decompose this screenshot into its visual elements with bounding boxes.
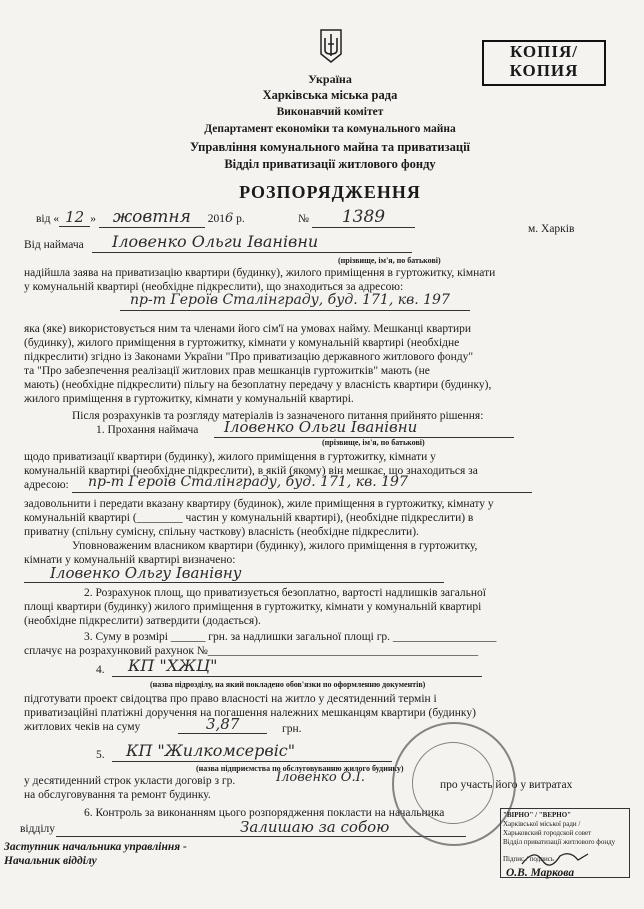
header-council: Харківська міська рада	[262, 88, 398, 102]
date-month: жовтня	[99, 207, 205, 228]
item6-handwritten: Залишаю за собою	[240, 818, 390, 836]
tenant-name: Іловенко Ольги Іванівни	[112, 232, 319, 251]
city: м. Харків	[528, 223, 575, 235]
header-directorate: Управління комунального майна та приватизації	[189, 140, 471, 154]
footer-role-1: Заступник начальника управління -	[4, 841, 187, 853]
owner-handwritten: Іловенко Ольгу Іванівну	[50, 564, 242, 582]
address-handwritten: пр-т Героїв Сталінграду, буд. 171, кв. 197	[130, 292, 450, 308]
verified-box-stamp: "ВІРНО" / "ВЕРНО" Харківської міської ради / Харьковский городской совет Відділ приватизації житлового фонду Підпис / подпись	[500, 808, 630, 878]
header-committee: Виконавчий комітет	[276, 106, 384, 118]
tenant-caption: (прізвище, ім'я, по батькові)	[338, 256, 441, 265]
trident-emblem-icon	[318, 28, 344, 64]
date-line: від « 12 » жовтня 2016 р.	[36, 207, 245, 227]
footer-role-2: Начальник відділу	[4, 855, 97, 867]
round-seal-icon	[392, 722, 516, 846]
item1-name: Іловенко Ольги Іванівни	[224, 418, 418, 436]
document-title: РОЗПОРЯДЖЕННЯ	[239, 182, 421, 202]
item5-handwritten: КП "Жилкомсервіс"	[126, 741, 296, 760]
document-page: КОПІЯ/ КОПИЯ Україна Харківська міська рада Виконавчий комітет Департамент економіки та комунального майна Управління комунального майна та приватизації Відділ приватизації житлового фонду РОЗПОРЯДЖЕННЯ від « 12 » жовтня 2016 р. № 1389 м. Харків Від наймача Іловенко Ольги Іванівни (прізвище, ім'я, по батькові) надійшла заява на приватизацію квартири (будинку), жилого приміщення в гуртожитку, кімнати у комунальній квартирі (необхідне підкреслити), що знаходиться за адресою: пр-т Героїв Сталінграду, буд. 171, кв. 197 яка (яке) використовується ним та членами його сім'ї на умовах найму. Мешканці квартири (будинку), жилого приміщення в гуртожитку, кімнати у комунальній квартирі (необхідне підкреслити) згідно із Законами України "Про приватизацію державного житлового фонду" та "Про забезпечення реалізації житлових прав мешканців гуртожитків" мають (не мають) (необхідне підкреслити) пільгу на безоплатну передачу у власність квартири (будинку), жилого приміщення в гуртожитку, кімнати у комунальній квартирі. Після розрахунків та розгляду матеріалів із зазначеного питання прийнято рішення: 1. Прохання наймача Іловенко Ольги Іванівни (прізвище, ім'я, по батькові) щодо приватизації квартири (будинку), жилого приміщення в гуртожитку, кімнати у комунальній квартирі (необхідне підкреслити), в якій (якому) він мешкає, що знаходиться за адресою: пр-т Героїв Сталінграду, буд. 171, кв. 197 задовольнити і передати вказану квартиру (будинок), жиле приміщення в гуртожитку, кімнату у комунальній квартирі (________ частин у комунальній квартирі), (необхідне підкреслити) в приватну (спільну сумісну, спільну часткову) власність (необхідне підкреслити). Уповноваженим власником квартири (будинку), жилого приміщення в гуртожитку, кімнати у комунальній квартирі визначено: Іловенко Ольгу Іванівну 2. Розрахунок площ, що приватизується безоплатно, вартості надлишків загальної площі квартири (будинку) жилого приміщення в гуртожитку, кімнати у комунальній квартирі (необхідне підкреслити) затвердити (додається). 3. Суму в розмірі ______ грн. за надлишки загальної площі гр. __________________ сплачує на розрахунковий рахунок №_______________________________________________ 4. КП "ХЖЦ" (назва підрозділу, на який покладено обов'язки по оформленню документів) підготувати проект свідоцтва про право власності на житло у десятиденний термін і приватизаційні платіжні доручення на погашення належних мешканцям квартири (будинку) житлових чеків на суму 3,87 грн. 5. КП "Жилкомсервіс" (назва підприємства по обслуговуванню жилого будинку) у десятиденний строк укласти договір з гр. Іловенко О.І. про участь його у витратах на обслуговування та ремонт будинку. 6. Контроль за виконанням цього розпорядження покласти на начальника відділу Залишаю за собою Заступник начальника управління - Начальник відділу О.В. Маркова "ВІРНО" / "ВЕРНО" Харківської міської ради / Харьковский городской совет Відділ приватизації житлового фонду Підпис / подпись	[0, 0, 644, 909]
address-handwritten-2: пр-т Героїв Сталінграду, буд. 171, кв. 197	[88, 474, 408, 490]
tenant-label: Від наймача	[24, 239, 84, 251]
item4-sum: 3,87	[178, 715, 267, 734]
copy-stamp: КОПІЯ/ КОПИЯ	[482, 40, 606, 86]
decision-intro: Після розрахунків та розгляду матеріалів із зазначеного питання прийнято рішення:	[72, 410, 484, 422]
header-department: Департамент економіки та комунального майна	[204, 123, 456, 135]
header-country: Україна	[308, 72, 352, 86]
date-day: 12	[59, 208, 90, 227]
signer-name: О.В. Маркова	[506, 867, 575, 879]
order-number: № 1389	[298, 210, 415, 226]
item4-handwritten: КП "ХЖЦ"	[128, 656, 218, 675]
header-section: Відділ приватизації житлового фонду	[224, 157, 436, 171]
